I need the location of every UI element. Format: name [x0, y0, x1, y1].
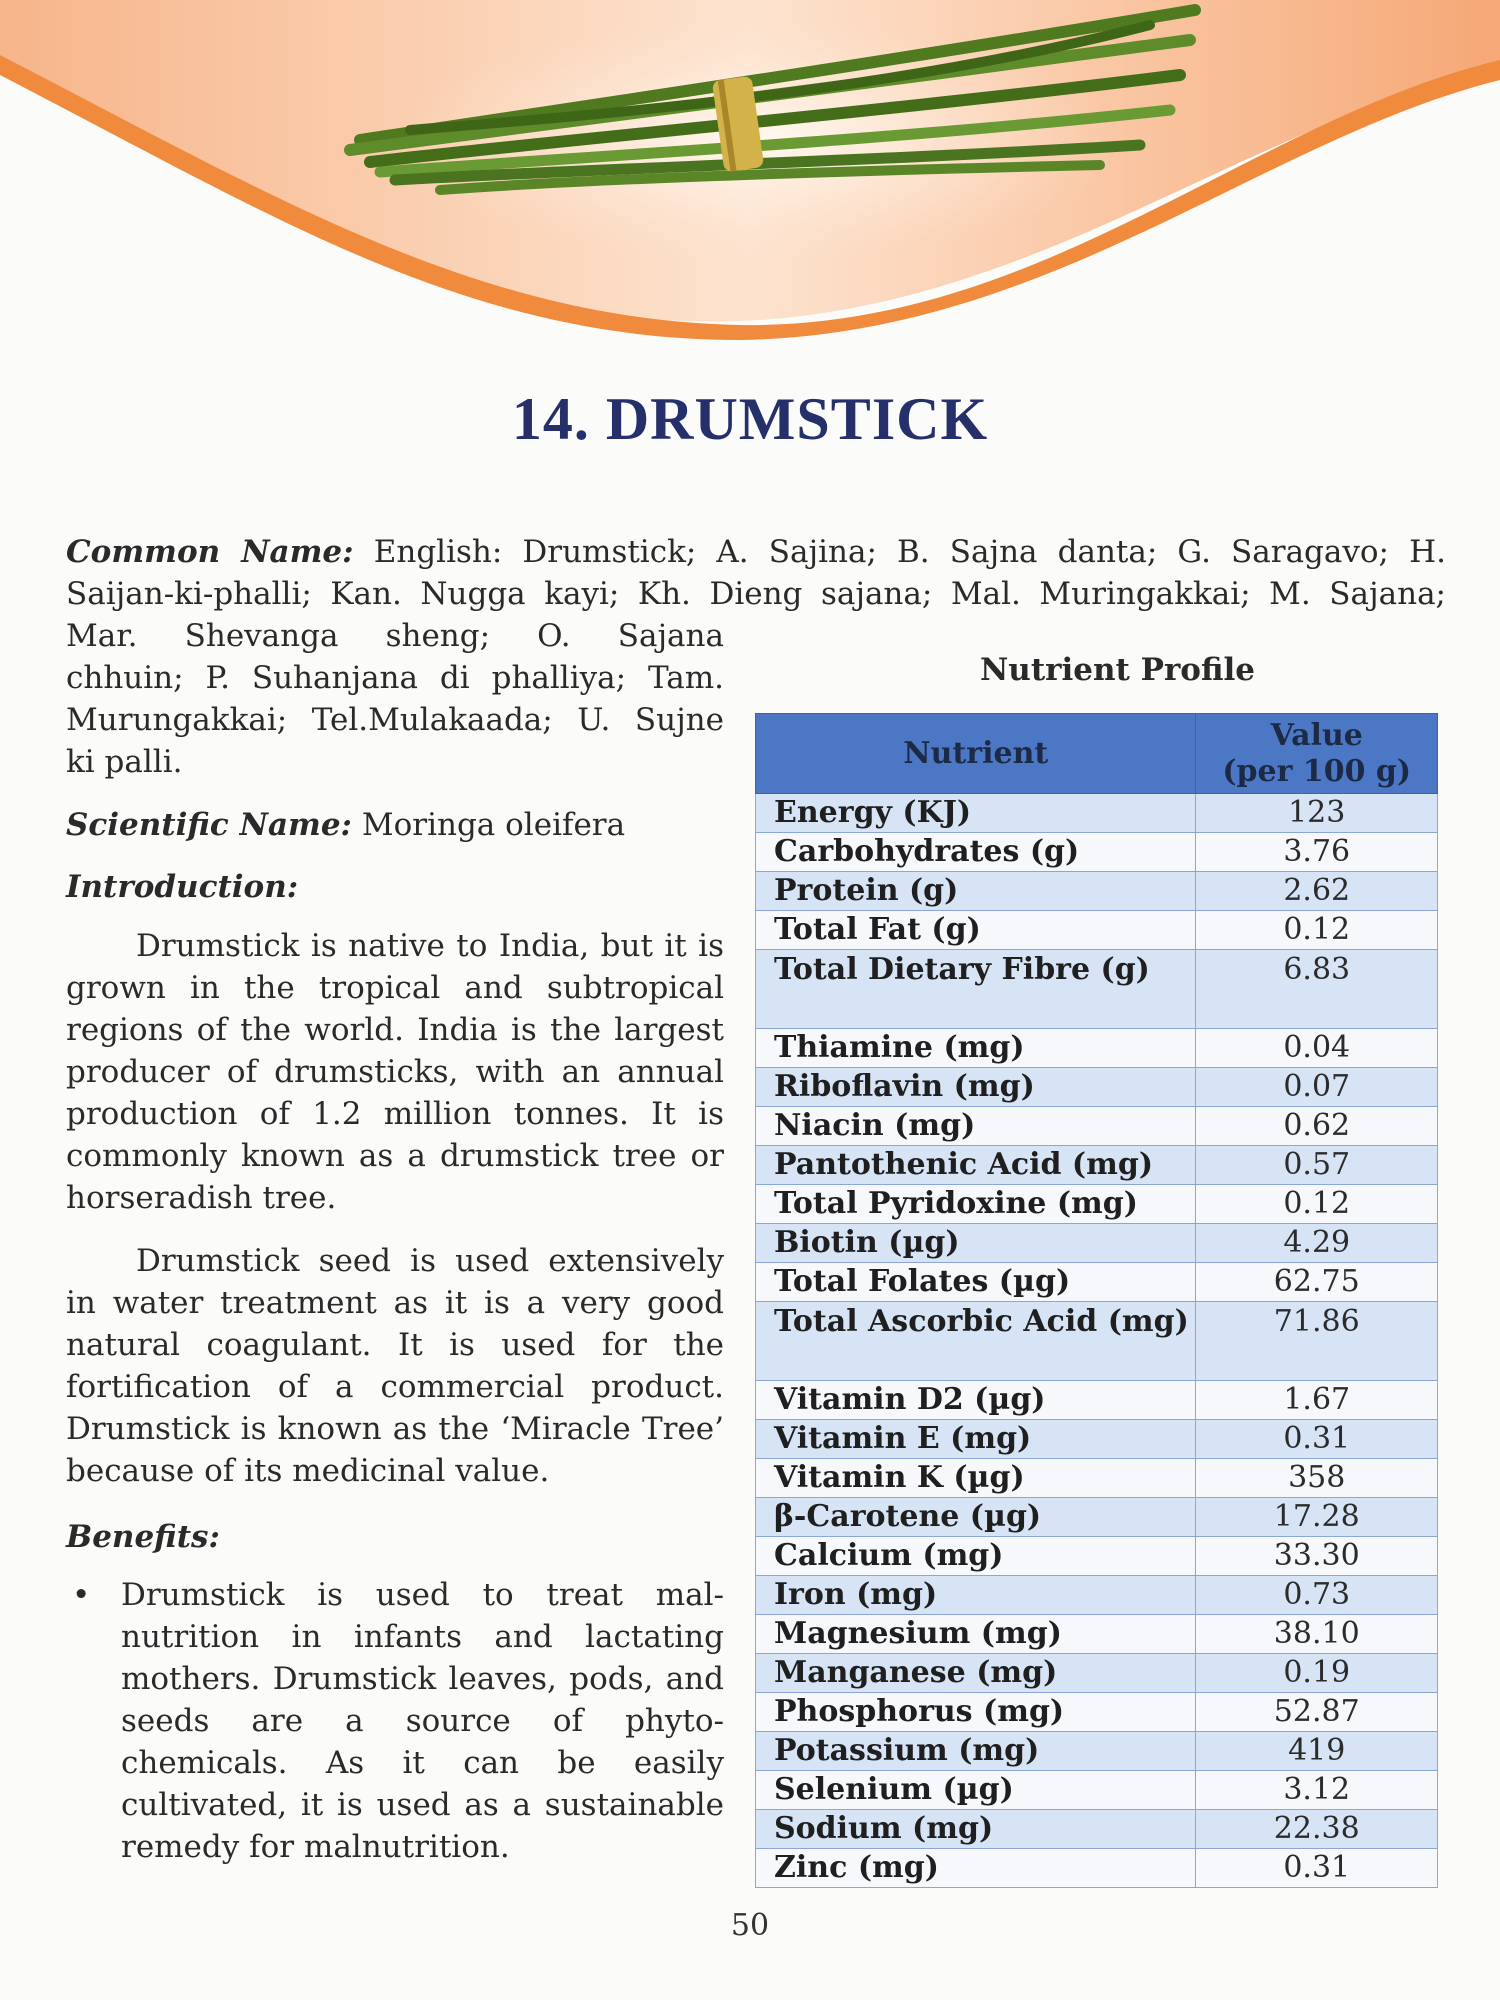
nutrient-value-cell: 22.38 — [1196, 1810, 1438, 1849]
nutrient-name-cell: Niacin (mg) — [756, 1107, 1196, 1146]
nutrient-name-cell: Sodium (mg) — [756, 1810, 1196, 1849]
nutrient-name-cell: Selenium (µg) — [756, 1771, 1196, 1810]
nutrient-value-cell: 4.29 — [1196, 1224, 1438, 1263]
header-value — [1196, 714, 1438, 794]
table-row — [756, 1537, 1438, 1576]
header-value-line-1: Value — [1270, 717, 1363, 753]
nutrient-value-cell: 123 — [1196, 794, 1438, 833]
nutrient-name-cell: Iron (mg) — [756, 1576, 1196, 1615]
nutrient-value-cell: 52.87 — [1196, 1693, 1438, 1732]
common-name-line-1 — [66, 531, 1446, 573]
header-nutrient: Nutrient — [756, 714, 1196, 794]
table-row — [756, 1263, 1438, 1302]
nutrient-table-body — [756, 794, 1438, 1888]
nutrient-name-cell: Total Pyridoxine (mg) — [756, 1185, 1196, 1224]
nutrient-name-cell: Vitamin E (mg) — [756, 1420, 1196, 1459]
nutrient-name-cell: Total Fat (g) — [756, 911, 1196, 950]
nutrient-name-cell: Thiamine (mg) — [756, 1029, 1196, 1068]
table-row — [756, 1224, 1438, 1263]
nutrient-value-cell: 0.62 — [1196, 1107, 1438, 1146]
table-row — [756, 872, 1438, 911]
common-name-line-2: Saijan-ki-phalli; Kan. Nugga kayi; Kh. Dieng sajana; Mal. Muringakkai; M. Sajana; — [66, 576, 1446, 612]
table-row — [756, 1459, 1438, 1498]
nutrient-value-cell: 0.31 — [1196, 1420, 1438, 1459]
nutrient-value-cell: 0.19 — [1196, 1654, 1438, 1693]
table-row — [756, 1810, 1438, 1849]
nutrient-value-cell: 419 — [1196, 1732, 1438, 1771]
bullet-icon: • — [72, 1577, 91, 1613]
table-row — [756, 1849, 1438, 1888]
introduction-paragraph-2: Drumstick seed is used extensively in water treatment as it is a very good natural coagulant. It is used for the fortification of a commercial product. Drumstick is known as the ‘Miracle Tree’ because of its medicinal value. — [66, 1243, 724, 1489]
nutrient-name-cell: Total Folates (µg) — [756, 1263, 1196, 1302]
page-title: 14. DRUMSTICK — [511, 386, 989, 452]
nutrient-name-cell: Vitamin K (µg) — [756, 1459, 1196, 1498]
nutrient-value-cell: 38.10 — [1196, 1615, 1438, 1654]
table-row — [756, 1146, 1438, 1185]
introduction-heading: Introduction: — [66, 869, 299, 905]
page-number: 50 — [730, 1908, 770, 1943]
nutrient-value-cell: 0.07 — [1196, 1068, 1438, 1107]
nutrient-value-cell: 0.57 — [1196, 1146, 1438, 1185]
common-name-text-1: English: Drumstick; A. Sajina; B. Sajna danta; G. Saragavo; H. — [373, 534, 1446, 570]
common-name-line-3: Mar. Shevanga sheng; O. Sajana — [66, 618, 724, 654]
nutrient-name-cell: Pantothenic Acid (mg) — [756, 1146, 1196, 1185]
common-name-label: Common Name: — [66, 534, 354, 570]
table-row — [756, 1068, 1438, 1107]
nutrient-value-cell: 71.86 — [1196, 1302, 1438, 1381]
table-row — [756, 1732, 1438, 1771]
table-row — [756, 1693, 1438, 1732]
nutrient-value-cell: 33.30 — [1196, 1537, 1438, 1576]
nutrient-name-cell: Potassium (mg) — [756, 1732, 1196, 1771]
nutrient-value-cell: 1.67 — [1196, 1381, 1438, 1420]
nutrient-name-cell: Carbohydrates (g) — [756, 833, 1196, 872]
table-row — [756, 911, 1438, 950]
nutrient-value-cell: 0.73 — [1196, 1576, 1438, 1615]
nutrient-name-cell: Calcium (mg) — [756, 1537, 1196, 1576]
header-drumstick-illustration — [0, 0, 1500, 360]
table-row — [756, 1615, 1438, 1654]
nutrient-profile-title: Nutrient Profile — [979, 652, 1256, 688]
table-row — [756, 1771, 1438, 1810]
introduction-paragraph-1: Drumstick is native to India, but it is grown in the tropical and subtropical regions of the world. India is the largest producer of drumsticks, with an annual production of 1.2 million tonnes. It is commonly known as a drumstick tree or horseradish tree. — [66, 928, 724, 1216]
nutrient-value-cell: 3.12 — [1196, 1771, 1438, 1810]
table-row — [756, 950, 1438, 1029]
scientific-name-label: Scientific Name: — [66, 807, 352, 843]
nutrient-name-cell: Phosphorus (mg) — [756, 1693, 1196, 1732]
nutrient-value-cell: 2.62 — [1196, 872, 1438, 911]
scientific-name — [66, 804, 724, 846]
table-row — [756, 833, 1438, 872]
table-row — [756, 1381, 1438, 1420]
nutrient-name-cell: Manganese (mg) — [756, 1654, 1196, 1693]
table-row — [756, 1420, 1438, 1459]
table-row — [756, 1185, 1438, 1224]
nutrient-name-cell: Magnesium (mg) — [756, 1615, 1196, 1654]
nutrient-value-cell: 6.83 — [1196, 950, 1438, 1029]
nutrient-value-cell: 3.76 — [1196, 833, 1438, 872]
table-row — [756, 1029, 1438, 1068]
nutrient-name-cell: Energy (KJ) — [756, 794, 1196, 833]
table-row — [756, 1654, 1438, 1693]
nutrient-name-cell: Total Ascorbic Acid (mg) — [756, 1302, 1196, 1381]
nutrient-value-cell: 17.28 — [1196, 1498, 1438, 1537]
benefits-heading: Benefits: — [66, 1519, 220, 1555]
common-name-line-5: Murungakkai; Tel.Mulakaada; U. Sujne — [66, 702, 724, 738]
table-row — [756, 794, 1438, 833]
nutrient-name-cell: Vitamin D2 (µg) — [756, 1381, 1196, 1420]
scientific-name-value: Moringa oleifera — [361, 807, 626, 843]
nutrient-value-cell: 0.04 — [1196, 1029, 1438, 1068]
header-value-line-2: (per 100 g) — [1222, 753, 1412, 789]
table-row — [756, 1302, 1438, 1381]
nutrient-name-cell: Zinc (mg) — [756, 1849, 1196, 1888]
nutrient-value-cell: 0.12 — [1196, 1185, 1438, 1224]
nutrient-name-cell: Biotin (µg) — [756, 1224, 1196, 1263]
nutrient-value-cell: 358 — [1196, 1459, 1438, 1498]
table-row — [756, 1576, 1438, 1615]
table-row — [756, 1498, 1438, 1537]
common-name-line-6: ki palli. — [66, 744, 183, 780]
nutrient-name-cell: Protein (g) — [756, 872, 1196, 911]
nutrient-table — [755, 713, 1438, 1888]
nutrient-value-cell: 0.31 — [1196, 1849, 1438, 1888]
nutrient-value-cell: 62.75 — [1196, 1263, 1438, 1302]
common-name-line-4: chhuin; P. Suhanjana di phalliya; Tam. — [66, 660, 724, 696]
nutrient-name-cell: Total Dietary Fibre (g) — [756, 950, 1196, 1029]
nutrient-value-cell: 0.12 — [1196, 911, 1438, 950]
table-row — [756, 1107, 1438, 1146]
nutrient-name-cell: β-Carotene (µg) — [756, 1498, 1196, 1537]
benefit-item-text: Drumstick is used to treat mal-nutrition in infants and lactating mothers. Drumstick leaves, pods, and seeds are a source of phyto-chemicals. As it can be easily cultivated, it is used as a sustainable remedy for malnutrition. — [121, 1577, 724, 1865]
table-header-row — [756, 714, 1438, 794]
nutrient-name-cell: Riboflavin (mg) — [756, 1068, 1196, 1107]
